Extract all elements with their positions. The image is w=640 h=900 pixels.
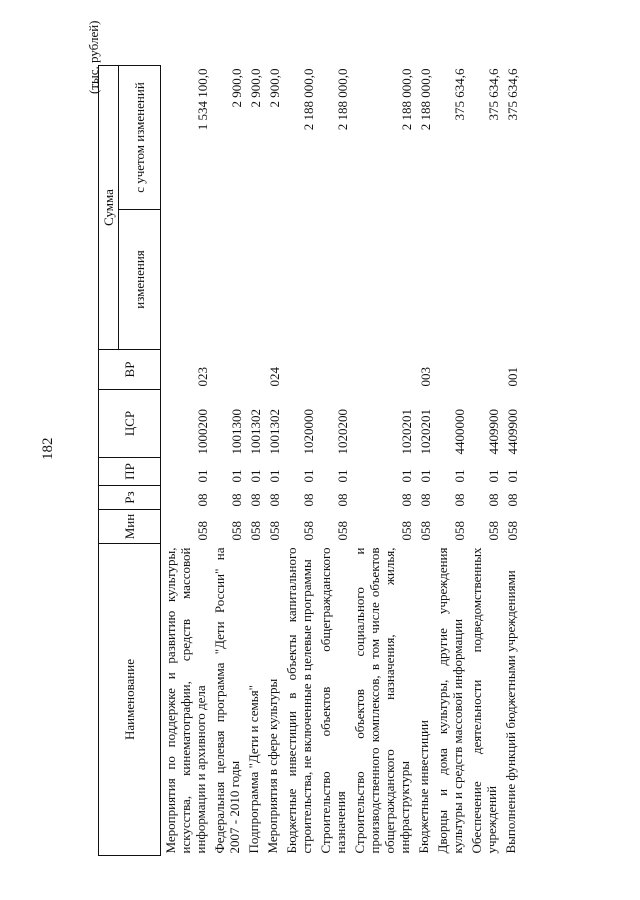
row-name: Обеспечение деятельности подведомственных учреждений bbox=[469, 547, 499, 854]
row-total: 375 634,6 bbox=[505, 68, 520, 121]
row-vr: 001 bbox=[505, 367, 520, 387]
row-min: 058 bbox=[335, 521, 350, 541]
row-rz: 08 bbox=[335, 493, 350, 507]
row-total: 2 900,0 bbox=[267, 68, 282, 108]
header-pr: ПР bbox=[99, 458, 161, 486]
row-izmeneniya bbox=[161, 210, 211, 350]
row-name: Строительство объектов социального и производственного комплексов, в том числе объектов общегражданского назначения, жилья, инфраструктуры bbox=[352, 547, 412, 854]
row-name: Бюджетные инвестиции в объекты капитального строительства, не включенные в целевые программы bbox=[284, 547, 314, 854]
row-min: 058 bbox=[248, 521, 263, 541]
header-s-uchetom: с учетом изменений bbox=[119, 66, 161, 210]
row-vr: 003 bbox=[418, 367, 433, 387]
row-min: 058 bbox=[267, 521, 282, 541]
row-csr: 1020200 bbox=[335, 409, 350, 455]
row-min: 058 bbox=[399, 521, 414, 541]
table-row bbox=[414, 66, 433, 856]
row-csr: 1020000 bbox=[301, 409, 316, 455]
row-pr: 01 bbox=[267, 469, 282, 483]
row-name: Федеральная целевая программа "Дети России" на 2007 - 2010 годы bbox=[212, 547, 242, 854]
budget-table bbox=[98, 65, 520, 856]
table-body bbox=[161, 66, 521, 856]
row-min: 058 bbox=[195, 521, 210, 541]
row-csr: 1000200 bbox=[195, 409, 210, 455]
row-vr: 024 bbox=[267, 367, 282, 387]
row-izmeneniya bbox=[501, 210, 520, 350]
row-total: 375 634,6 bbox=[452, 68, 467, 121]
row-csr: 1020201 bbox=[418, 409, 433, 455]
row-pr: 01 bbox=[486, 469, 501, 483]
row-izmeneniya bbox=[282, 210, 316, 350]
row-csr: 1001302 bbox=[267, 409, 282, 455]
header-rz: Рз bbox=[99, 486, 161, 510]
row-pr: 01 bbox=[248, 469, 263, 483]
row-rz: 08 bbox=[505, 493, 520, 507]
row-rz: 08 bbox=[301, 493, 316, 507]
unit-note: (тыс. рублей) bbox=[86, 20, 101, 94]
row-vr bbox=[350, 350, 414, 390]
row-izmeneniya bbox=[350, 210, 414, 350]
header-csr: ЦСР bbox=[99, 390, 161, 458]
row-rz: 08 bbox=[399, 493, 414, 507]
row-vr bbox=[316, 350, 350, 390]
header-izmeneniya: изменения bbox=[119, 210, 161, 350]
row-rz: 08 bbox=[248, 493, 263, 507]
table-row bbox=[433, 66, 467, 856]
header-vr: ВР bbox=[99, 350, 161, 390]
row-izmeneniya bbox=[244, 210, 263, 350]
row-rz: 08 bbox=[195, 493, 210, 507]
row-rz: 08 bbox=[229, 493, 244, 507]
header-name: Наименование bbox=[99, 544, 161, 856]
row-total: 2 188 000,0 bbox=[301, 68, 316, 131]
row-pr: 01 bbox=[229, 469, 244, 483]
row-total: 2 900,0 bbox=[248, 68, 263, 108]
row-rz: 08 bbox=[486, 493, 501, 507]
row-vr bbox=[467, 350, 501, 390]
row-total: 2 188 000,0 bbox=[399, 68, 414, 131]
table-row bbox=[263, 66, 282, 856]
row-min: 058 bbox=[452, 521, 467, 541]
table-row bbox=[501, 66, 520, 856]
row-pr: 01 bbox=[301, 469, 316, 483]
row-csr: 1020201 bbox=[399, 409, 414, 455]
row-total: 2 188 000,0 bbox=[335, 68, 350, 131]
row-min: 058 bbox=[486, 521, 501, 541]
row-csr: 4400000 bbox=[452, 409, 467, 455]
row-name: Подпрограмма "Дети и семья" bbox=[246, 685, 261, 854]
header-min: Мин bbox=[99, 510, 161, 544]
row-name: Бюджетные инвестиции bbox=[416, 720, 431, 854]
page-number: 182 bbox=[40, 437, 56, 460]
row-vr: 023 bbox=[195, 367, 210, 387]
row-name: Выполнение функций бюджетными учреждениями bbox=[503, 570, 518, 854]
row-izmeneniya bbox=[433, 210, 467, 350]
row-pr: 01 bbox=[195, 469, 210, 483]
row-min: 058 bbox=[418, 521, 433, 541]
row-min: 058 bbox=[505, 521, 520, 541]
row-name: Мероприятия по поддержке и развитию культуры, искусства, кинематографии, средств массовой информации и архивного дела bbox=[163, 547, 208, 854]
row-name: Дворцы и дома культуры, другие учреждения культуры и средств массовой информации bbox=[435, 547, 465, 854]
row-vr bbox=[433, 350, 467, 390]
table-row bbox=[316, 66, 350, 856]
row-total: 375 634,6 bbox=[486, 68, 501, 121]
row-csr: 4409900 bbox=[505, 409, 520, 455]
table-row bbox=[244, 66, 263, 856]
table-row bbox=[350, 66, 414, 856]
row-pr: 01 bbox=[452, 469, 467, 483]
row-pr: 01 bbox=[335, 469, 350, 483]
row-izmeneniya bbox=[263, 210, 282, 350]
row-csr: 4409900 bbox=[486, 409, 501, 455]
row-total: 1 534 100,0 bbox=[195, 68, 210, 131]
row-pr: 01 bbox=[505, 469, 520, 483]
row-total: 2 188 000,0 bbox=[418, 68, 433, 131]
row-pr: 01 bbox=[399, 469, 414, 483]
row-rz: 08 bbox=[452, 493, 467, 507]
row-izmeneniya bbox=[467, 210, 501, 350]
row-vr bbox=[282, 350, 316, 390]
table-row bbox=[467, 66, 501, 856]
header-summa: Сумма bbox=[99, 66, 119, 350]
row-vr bbox=[244, 350, 263, 390]
row-min: 058 bbox=[229, 521, 244, 541]
row-pr: 01 bbox=[418, 469, 433, 483]
row-total: 2 900,0 bbox=[229, 68, 244, 108]
table-row bbox=[210, 66, 244, 856]
row-rz: 08 bbox=[267, 493, 282, 507]
table-row bbox=[282, 66, 316, 856]
row-name: Строительство объектов общегражданского назначения bbox=[318, 547, 348, 854]
row-csr: 1001300 bbox=[229, 409, 244, 455]
table-row bbox=[161, 66, 211, 856]
row-name: Мероприятия в сфере культуры bbox=[265, 678, 280, 854]
row-izmeneniya bbox=[210, 210, 244, 350]
row-min: 058 bbox=[301, 521, 316, 541]
row-izmeneniya bbox=[414, 210, 433, 350]
row-rz: 08 bbox=[418, 493, 433, 507]
row-csr: 1001302 bbox=[248, 409, 263, 455]
row-vr bbox=[210, 350, 244, 390]
row-izmeneniya bbox=[316, 210, 350, 350]
